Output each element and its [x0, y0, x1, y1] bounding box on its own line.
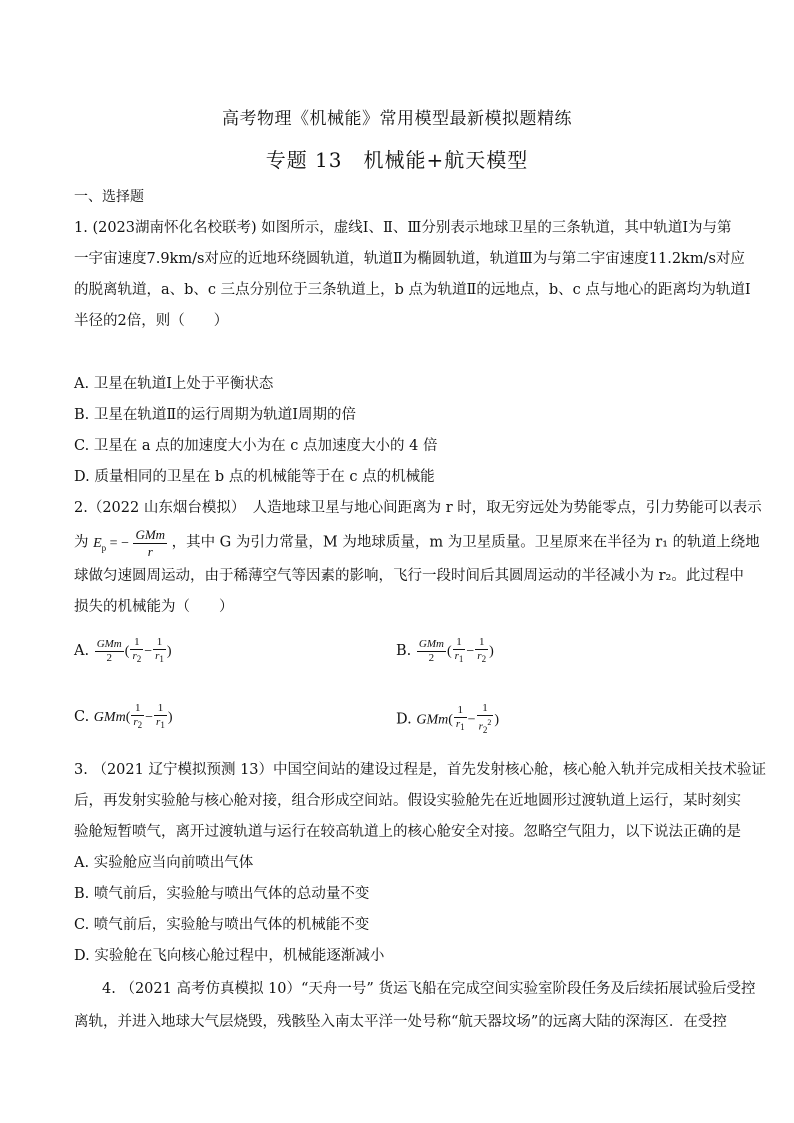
option-c-label: C.: [74, 709, 90, 726]
num-1: 1: [475, 636, 488, 650]
num-1: 1: [454, 704, 467, 718]
den-r: r: [155, 650, 160, 662]
topic-title: 专题 13 机械能+航天模型: [265, 148, 529, 172]
den-r: r: [156, 716, 161, 728]
q3-line-1: 3. （2021 辽宁模拟预测 13）中国空间站的建设过程是，首先发射核心舱，核心舱入轨并完成相关技术验证: [74, 762, 767, 778]
gmm-over-2-fraction: [417, 638, 446, 665]
num-1: 1: [154, 702, 167, 716]
option-a-label: A.: [74, 643, 90, 660]
den-r: r: [455, 718, 461, 731]
gmm-term: GMm: [416, 712, 449, 728]
q1-line-3: 的脱离轨道，a、b、c 三点分别位于三条轨道上，b 点为轨道Ⅱ的远地点，b、c 点与地心的距离均为轨道Ⅰ: [74, 282, 751, 298]
q2-option-c: C. GMm( $\frac{1}{r_2}$ − $\frac{1}{r_1}$ ): [74, 702, 173, 731]
ep-symbol: E: [93, 535, 102, 551]
num-1: 1: [130, 636, 143, 650]
gmm-term: GMm: [93, 710, 126, 726]
ep-equals: = −: [106, 535, 129, 551]
den-r: r: [133, 716, 138, 728]
one-over-r1-fraction: [454, 704, 467, 734]
den-sub-1: 1: [159, 654, 164, 665]
option-b-label: B.: [396, 643, 412, 660]
fraction-denominator: r: [147, 544, 153, 559]
den-sub-2: 2: [136, 654, 142, 665]
den-sub-1: 1: [458, 654, 464, 665]
den-sub-2: 2: [482, 724, 488, 735]
one-over-r1-fraction: [453, 636, 466, 666]
q3-line-2: 后，再发射实验舱与核心舱对接，组合形成空间站。假设实验舱先在近地圆形过渡轨道上运行，某时刻实: [74, 793, 741, 809]
document-title: 高考物理《机械能》常用模型最新模拟题精练: [222, 109, 572, 129]
q2-option-a: A. $\frac{\text{GMm}}{2}$ ( $\frac{1}{r_2}$ − $\frac{1}{r_1}$ ): [74, 636, 172, 665]
q1-line-4: 半径的2倍，则（ ）: [74, 313, 229, 329]
q2-line-2-suffix: ，其中 G 为引力常量，M 为地球质量，m 为卫星质量。卫星原来在半径为 r₁ 的轨道上绕地: [171, 534, 760, 551]
den-2: 2: [428, 651, 435, 664]
one-over-r2-squared-fraction: [477, 702, 494, 737]
q3-option-c: C. 喷气前后，实验舱与喷出气体的机械能不变: [74, 917, 370, 933]
q1-line-2: 一宇宙速度7.9km/s对应的近地环绕圆轨道，轨道Ⅱ为椭圆轨道，轨道Ⅲ为与第二宇宙速度11.2km/s对应: [74, 251, 745, 267]
one-over-r2-fraction: [131, 702, 144, 732]
fraction-numerator: GMm: [135, 527, 166, 542]
q3-option-a: A. 实验舱应当向前喷出气体: [74, 855, 254, 871]
potential-energy-formula: [93, 527, 171, 559]
num-1: 1: [131, 702, 144, 716]
q3-option-d: D. 实验舱在飞向核心舱过程中，机械能逐渐减小: [74, 948, 385, 964]
q4-line-1: 4. （2021 高考仿真模拟 10）“天舟一号” 货运飞船在完成空间实验室阶段任务及后续拓展试验后受控: [102, 981, 756, 997]
q2-line-4: 损失的机械能为（ ）: [74, 599, 234, 615]
one-over-r1-fraction: [154, 702, 167, 732]
q1-option-b: B. 卫星在轨道Ⅱ的运行周期为轨道Ⅰ周期的倍: [74, 407, 356, 423]
den-sub-2: 2: [481, 654, 487, 665]
den-r: r: [478, 720, 483, 733]
q2-line-2: [74, 527, 760, 560]
den-sub-2: 2: [137, 720, 143, 731]
den-sub-1: 1: [160, 720, 165, 731]
den-r: r: [132, 650, 137, 662]
q3-line-3: 验舱短暂喷气，离开过渡轨道与运行在较高轨道上的核心舱安全对接。忽略空气阻力，以下说法正确的是: [74, 824, 741, 840]
q2-line-3: 球做匀速圆周运动，由于稀薄空气等因素的影响，飞行一段时间后其圆周运动的半径减小为 r₂。此过程中: [74, 568, 744, 584]
q2-line-1: 2.（2022 山东烟台模拟） 人造地球卫星与地心间距离为 r 时，取无穷远处为势能零点，引力势能可以表示: [74, 500, 762, 516]
den-2: 2: [106, 651, 112, 664]
q2-option-d: D. GMm( $\frac{1}{r_1}$ − $\frac{1}{r_2^2}$ ): [396, 702, 500, 735]
q1-line-1: 1. (2023湖南怀化名校联考) 如图所示，虚线Ⅰ、Ⅱ、Ⅲ分别表示地球卫星的三条轨道，其中轨道Ⅰ为与第: [74, 220, 732, 236]
q2-line-2-prefix: 为: [74, 534, 89, 551]
num-1: 1: [153, 636, 166, 650]
one-over-r2-fraction: [130, 636, 143, 666]
num-1: 1: [453, 636, 466, 650]
ep-subscript: p: [101, 542, 107, 553]
den-sub-1: 1: [460, 722, 465, 733]
one-over-r1-fraction: [153, 636, 166, 666]
den-r: r: [477, 650, 482, 662]
one-over-r2-fraction: [475, 636, 488, 666]
q2-option-b: B. $\frac{\text{GMm}}{2}$ ( $\frac{1}{r_1}$ − $\frac{1}{r_2}$ ): [396, 636, 494, 665]
q1-option-a: A. 卫星在轨道Ⅰ上处于平衡状态: [74, 376, 274, 392]
gmm-over-r-fraction: [133, 527, 167, 560]
num-1: 1: [477, 702, 494, 716]
q1-option-c: C. 卫星在 a 点的加速度大小为在 c 点加速度大小的 4 倍: [74, 438, 438, 454]
den-square: 2: [487, 718, 492, 727]
num-gmm: GMm: [96, 637, 122, 650]
q1-option-d: D. 质量相同的卫星在 b 点的机械能等于在 c 点的机械能: [74, 469, 435, 485]
den-r: r: [454, 650, 459, 662]
option-d-label: D.: [396, 711, 412, 728]
q3-option-b: B. 喷气前后，实验舱与喷出气体的总动量不变: [74, 886, 370, 902]
gmm-over-2-fraction: [95, 638, 124, 665]
num-gmm: GMm: [418, 637, 444, 650]
q4-line-2: 离轨，并进入地球大气层烧毁，残骸坠入南太平洋一处号称“航天器坟场”的远离大陆的深海区．在受控: [74, 1014, 727, 1030]
section-heading: 一、选择题: [74, 189, 144, 205]
